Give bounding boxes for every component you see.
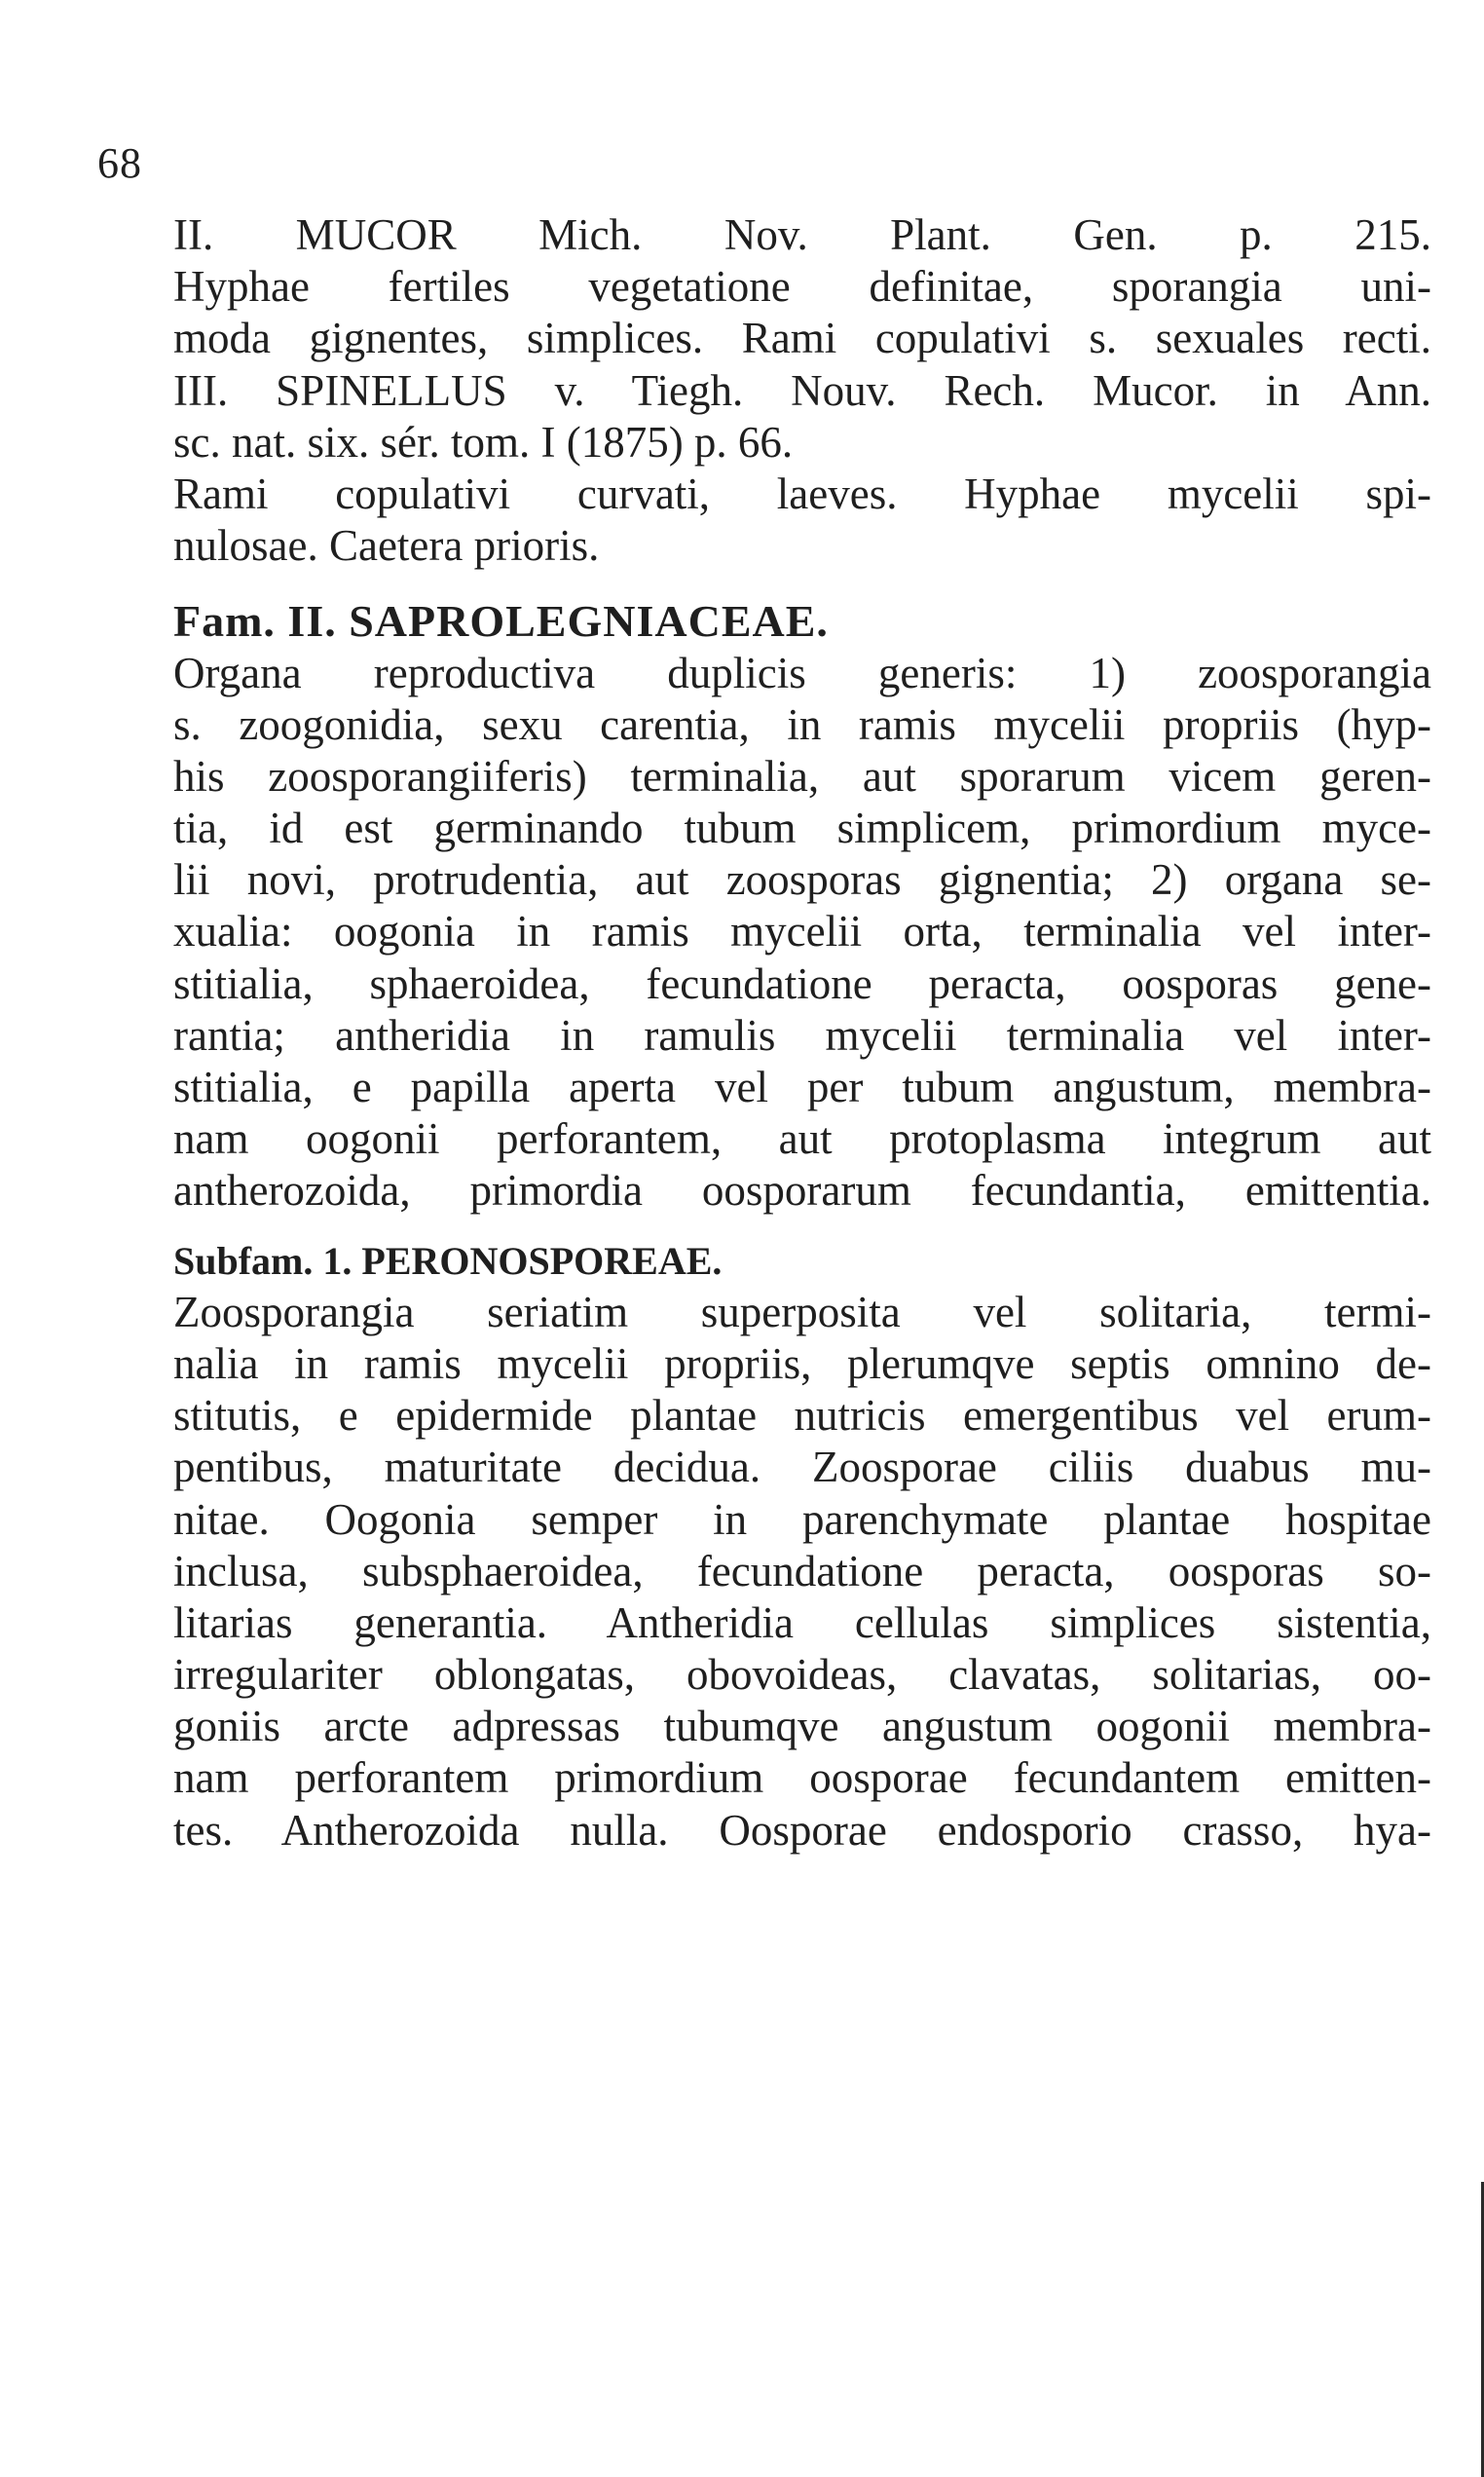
- text-line: lii novi, protrudentia, aut zoosporas gignentia; 2) organa se-: [173, 855, 1431, 905]
- text-line: pentibus, maturitate decidua. Zoosporae ciliis duabus mu-: [173, 1443, 1431, 1492]
- text-line: moda gignentes, simplices. Rami copulativi s. sexuales recti.: [173, 314, 1431, 363]
- text-line: goniis arcte adpressas tubumqve angustum oogonii membra-: [173, 1702, 1431, 1751]
- text-line: nitae. Oogonia semper in parenchymate plantae hospitae: [173, 1494, 1431, 1544]
- text-line: nalia in ramis mycelii propriis, plerumqve septis omnino de-: [173, 1338, 1431, 1388]
- text-line: tia, id est germinando tubum simplicem, primordium myce-: [173, 804, 1431, 853]
- text-line: II. MUCOR Mich. Nov. Plant. Gen. p. 215.: [173, 210, 1431, 259]
- text-line: Rami copulativi curvati, laeves. Hyphae mycelii spi-: [173, 469, 1431, 518]
- text-line: tes. Antherozoida nulla. Oosporae endosporio crasso, hya-: [173, 1805, 1431, 1855]
- text-line: irregulariter oblongatas, obovoideas, clavatas, solitarias, oo-: [173, 1650, 1431, 1700]
- text-line: his zoosporangiiferis) terminalia, aut sporarum vicem geren-: [173, 751, 1431, 801]
- text-line: Hyphae fertiles vegetatione definitae, sporangia uni-: [173, 262, 1431, 312]
- text-line: stitutis, e epidermide plantae nutricis emergentibus vel erum-: [173, 1391, 1431, 1441]
- text-line: stitialia, sphaeroidea, fecundatione peracta, oosporas gene-: [173, 958, 1431, 1008]
- section-gap: [173, 572, 1431, 595]
- text-line: antherozoida, primordia oosporarum fecundantia, emittentia.: [173, 1166, 1431, 1216]
- page-number: 68: [97, 139, 142, 187]
- family-heading: Fam. II. SAPROLEGNIACEAE.: [173, 596, 829, 647]
- text-line: xualia: oogonia in ramis mycelii orta, terminalia vel inter-: [173, 907, 1431, 957]
- text-line: Zoosporangia seriatim superposita vel solitaria, termi-: [173, 1287, 1431, 1336]
- text-line: III. SPINELLUS v. Tiegh. Nouv. Rech. Mucor. in Ann.: [173, 365, 1431, 415]
- text-line: nam perforantem primordium oosporae fecundantem emitten-: [173, 1753, 1431, 1803]
- text-block: [173, 209, 1431, 1857]
- text-line: inclusa, subsphaeroidea, fecundatione peracta, oosporas so-: [173, 1546, 1431, 1595]
- text-line: rantia; antheridia in ramulis mycelii terminalia vel inter-: [173, 1010, 1431, 1060]
- text-line: litarias generantia. Antheridia cellulas simplices sistentia,: [173, 1597, 1431, 1647]
- section-gap: [173, 1218, 1431, 1235]
- subfamily-heading: Subfam. 1. PERONOSPOREAE.: [173, 1238, 723, 1283]
- text-line: Organa reproductiva duplicis generis: 1) zoosporangia: [173, 648, 1431, 697]
- text-line: stitialia, e papilla aperta vel per tubum angustum, membra-: [173, 1063, 1431, 1111]
- text-line: sc. nat. six. sér. tom. I (1875) p. 66.: [173, 417, 794, 467]
- text-line: nam oogonii perforantem, aut protoplasma integrum aut: [173, 1114, 1431, 1164]
- text-line: nulosae. Caetera prioris.: [173, 521, 600, 571]
- text-line: s. zoogonidia, sexu carentia, in ramis mycelii propriis (hyp-: [173, 699, 1431, 749]
